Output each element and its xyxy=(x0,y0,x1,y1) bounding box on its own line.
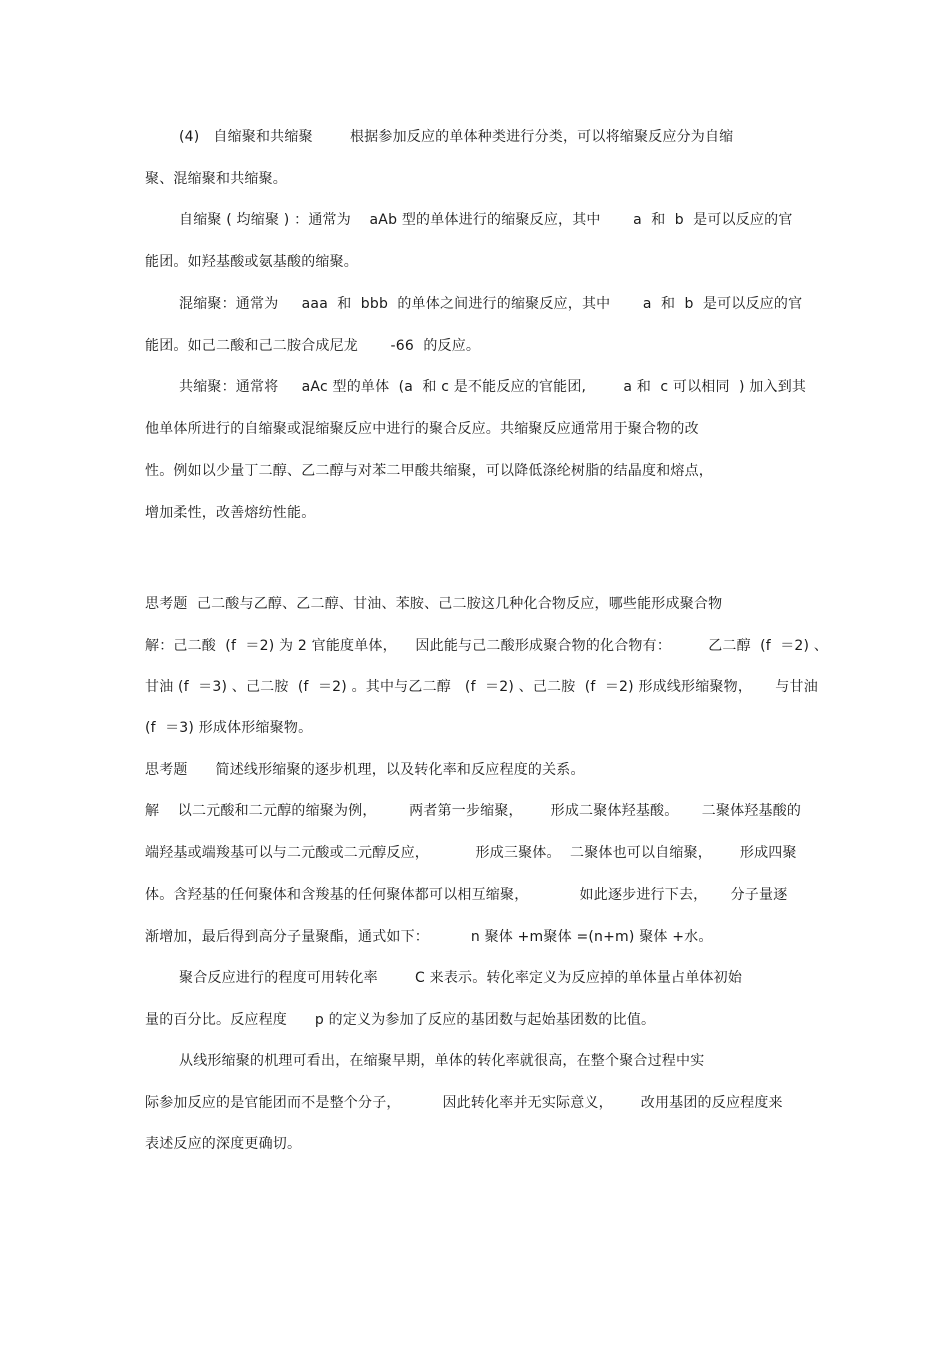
text-line: 思考题 简述线形缩聚的逐步机理，以及转化率和反应程度的关系。 xyxy=(145,762,585,778)
text-line: 表述反应的深度更确切。 xyxy=(145,1136,302,1152)
text-line: 端羟基或端羧基可以与二元酸或二元醇反应， 形成三聚体。 二聚体也可以自缩聚， 形成四聚 xyxy=(145,845,797,861)
text-line: (f ＝3) 形成体形缩聚物。 xyxy=(145,720,313,736)
text-line: 能团。如羟基酸或氨基酸的缩聚。 xyxy=(145,254,358,270)
text-line: 渐增加，最后得到高分子量聚酯，通式如下： n 聚体 +m聚体 =(n+m) 聚体 +水。 xyxy=(145,929,713,945)
text-line: 聚、混缩聚和共缩聚。 xyxy=(145,171,287,187)
text-line: 量的百分比。反应程度 p 的定义为参加了反应的基团数与起始基团数的比值。 xyxy=(145,1012,656,1028)
text-line: 聚合反应进行的程度可用转化率 C 来表示。转化率定义为反应掉的单体量占单体初始 xyxy=(179,970,743,986)
text-line: 解：己二酸 (f ＝2) 为 2 官能度单体， 因此能与己二酸形成聚合物的化合物有： 乙二醇 (f ＝2) 、 xyxy=(145,638,829,654)
text-line: 甘油 (f ＝3) 、己二胺 (f ＝2) 。其中与乙二醇 (f ＝2) 、己二胺 (f ＝2) 形成线形缩聚物， 与甘油 xyxy=(145,679,818,695)
text-line: 能团。如己二酸和己二胺合成尼龙 -66 的反应。 xyxy=(145,338,481,354)
text-line: 性。例如以少量丁二醇、乙二醇与对苯二甲酸共缩聚，可以降低涤纶树脂的结晶度和熔点， xyxy=(145,463,713,479)
text-line: 体。含羟基的任何聚体和含羧基的任何聚体都可以相互缩聚， 如此逐步进行下去， 分子量逐 xyxy=(145,887,788,903)
text-line: 他单体所进行的自缩聚或混缩聚反应中进行的聚合反应。共缩聚反应通常用于聚合物的改 xyxy=(145,421,699,437)
text-line: (4) 自缩聚和共缩聚 根据参加反应的单体种类进行分类，可以将缩聚反应分为自缩 xyxy=(179,129,734,145)
text-line: 混缩聚：通常为 aaa 和 bbb 的单体之间进行的缩聚反应，其中 a 和 b 是可以反应的官 xyxy=(179,296,803,312)
text-line: 增加柔性，改善熔纺性能。 xyxy=(145,505,316,521)
text-line: 共缩聚：通常将 aAc 型的单体 (a 和 c 是不能反应的官能团, a 和 c 可以相同 ) 加入到其 xyxy=(179,379,807,395)
text-line: 从线形缩聚的机理可看出，在缩聚早期，单体的转化率就很高，在整个聚合过程中实 xyxy=(179,1053,705,1069)
text-line: 际参加反应的是官能团而不是整个分子， 因此转化率并无实际意义， 改用基团的反应程度来 xyxy=(145,1095,783,1111)
text-line: 自缩聚 ( 均缩聚 ) ：通常为 aAb 型的单体进行的缩聚反应，其中 a 和 b 是可以反应的官 xyxy=(179,212,793,228)
text-line: 思考题 己二酸与乙醇、乙二醇、甘油、苯胺、己二胺这几种化合物反应，哪些能形成聚合物 xyxy=(145,596,723,612)
text-line: 解 以二元酸和二元醇的缩聚为例， 两者第一步缩聚， 形成二聚体羟基酸。 二聚体羟基酸的 xyxy=(145,803,802,819)
